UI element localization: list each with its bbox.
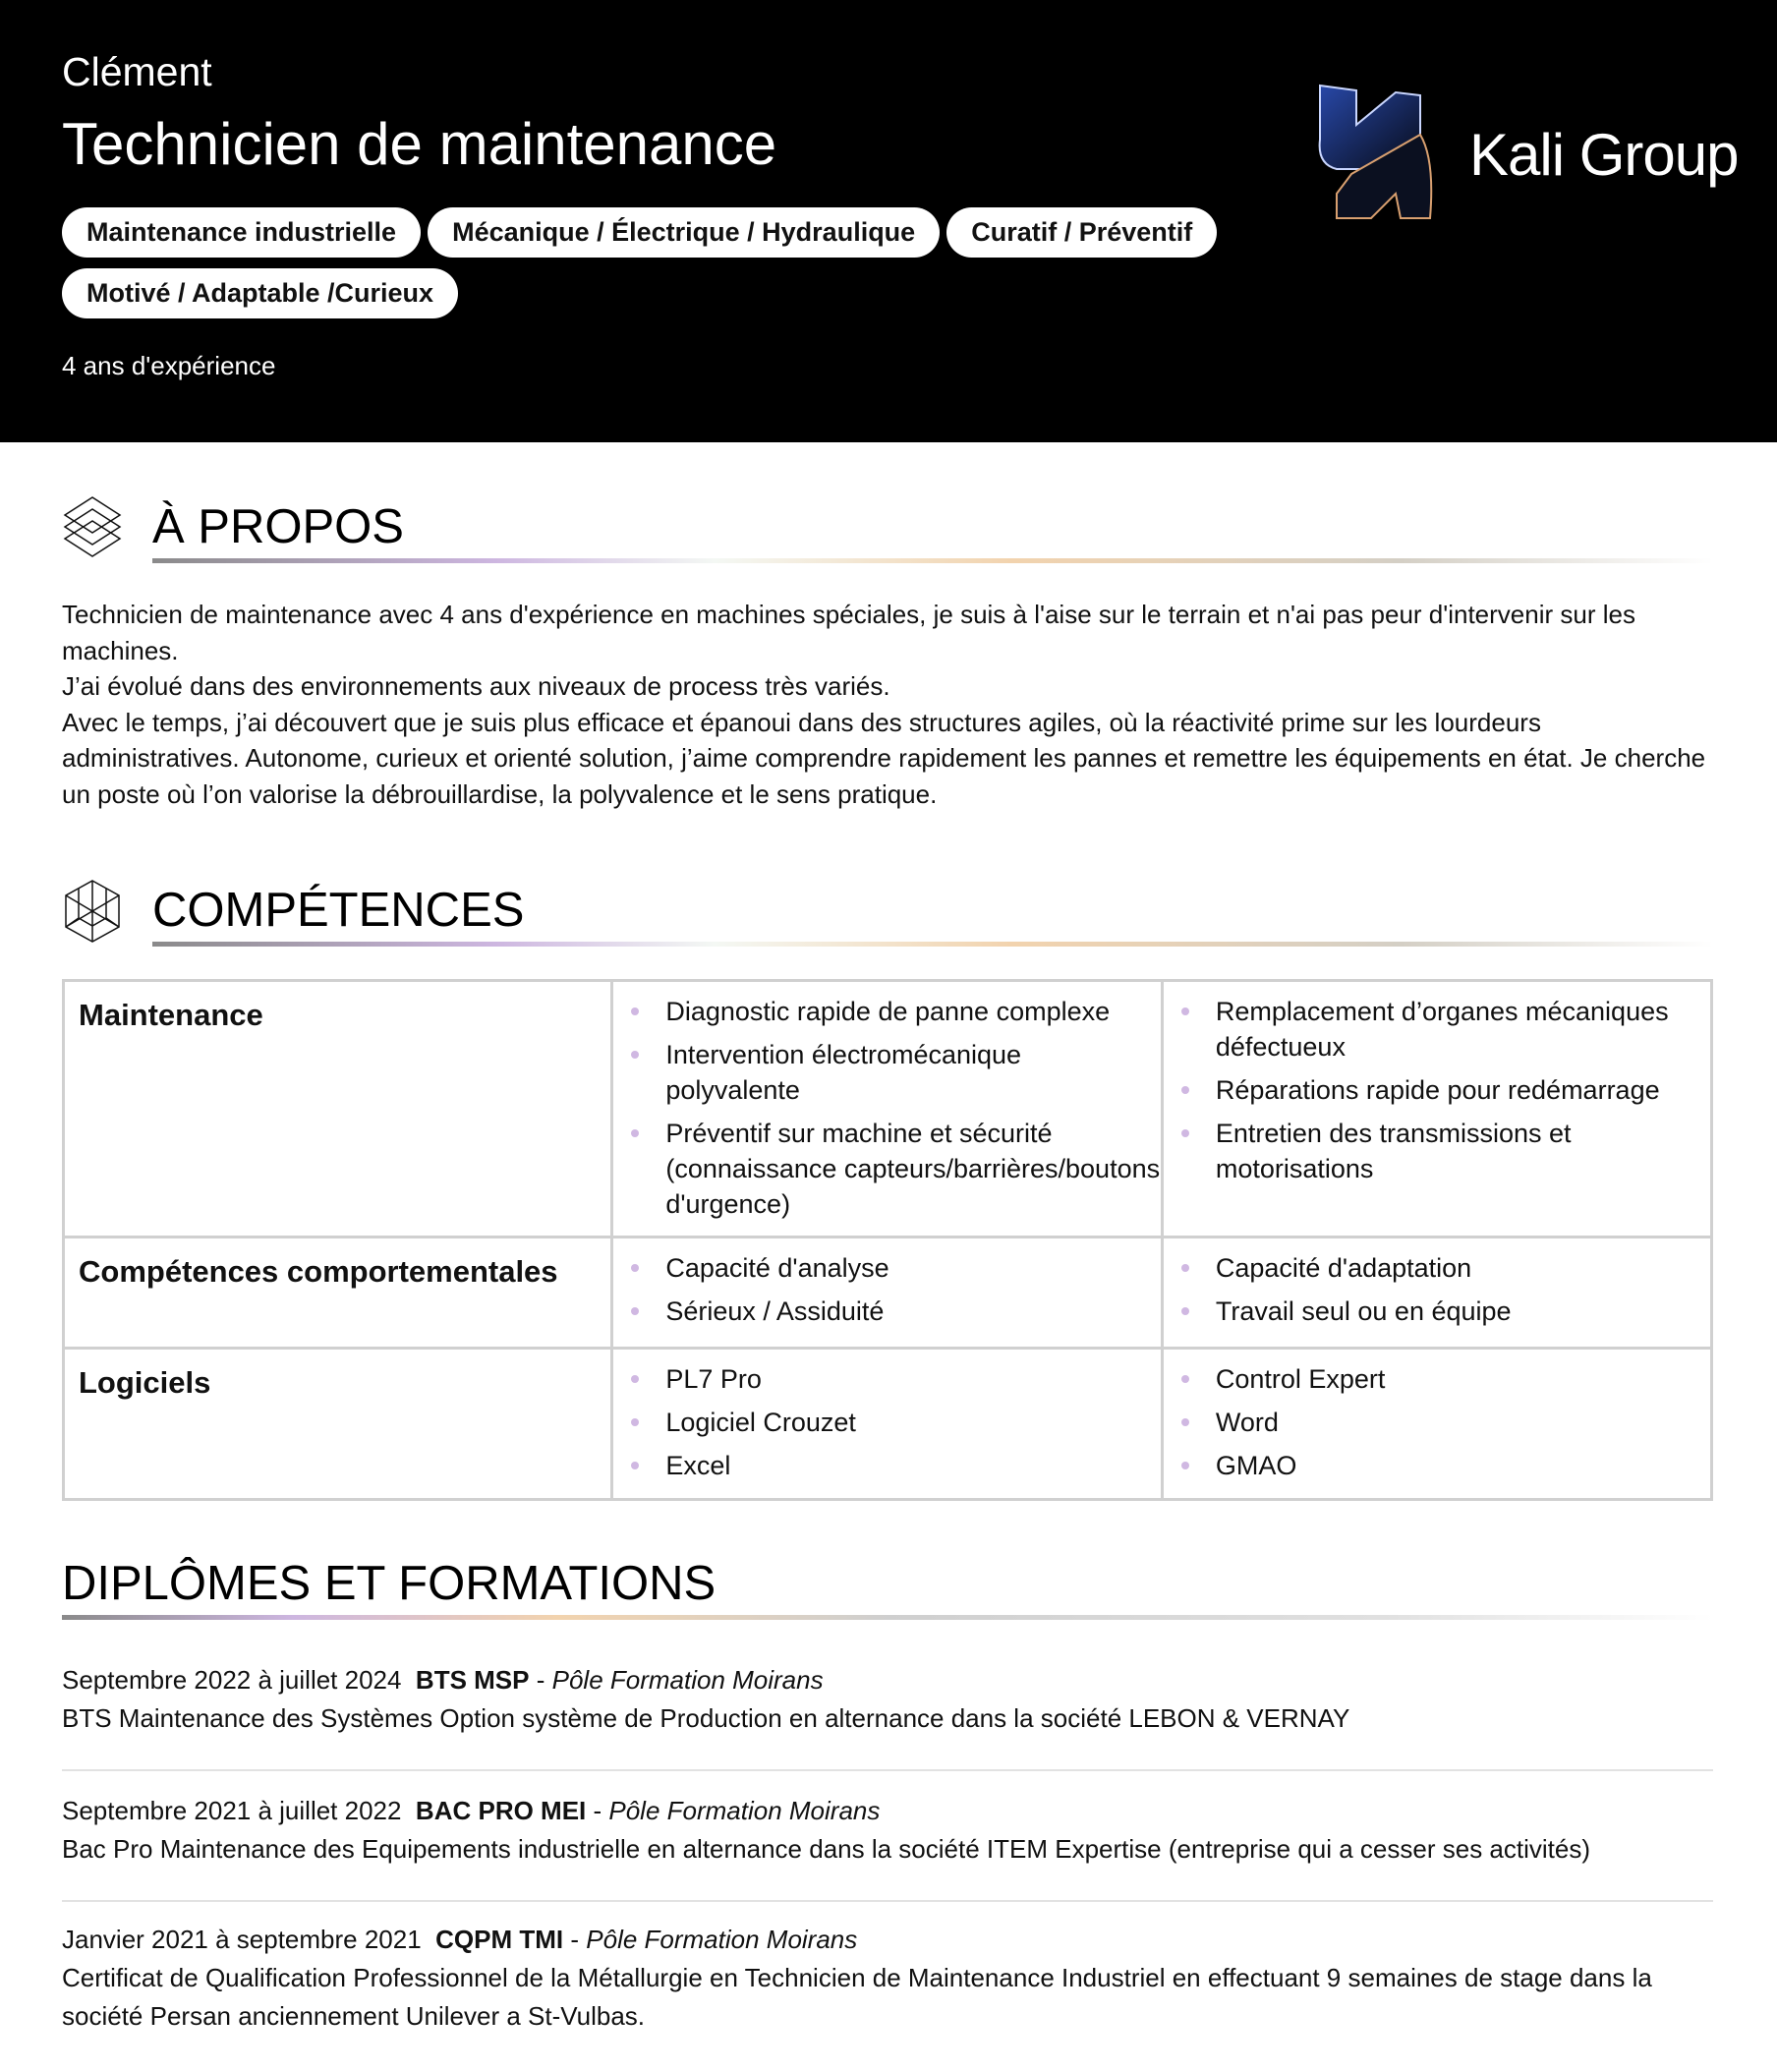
education-item xyxy=(62,1792,1713,1869)
about-paragraph: Technicien de maintenance avec 4 ans d'expérience en machines spéciales, je suis à l'aise sur le terrain et n'ai pas peur d'intervenir sur les machines. xyxy=(62,600,1635,665)
edu-degree: CQPM TMI xyxy=(435,1925,564,1954)
kali-logo-icon xyxy=(1312,81,1440,228)
about-text xyxy=(62,597,1713,813)
separator: - xyxy=(529,1665,552,1695)
tag: Motivé / Adaptable /Curieux xyxy=(62,268,458,318)
about-paragraph: Avec le temps, j’ai découvert que je suis plus efficace et épanoui dans des structures agiles, où la réactivité prime sur les lourdeurs administratives. Autonome, curieux et orienté solution, j’aime comprendre rapidement les pannes et remettre les équipements en état. Je cherche un poste où l’on valorise la débrouillardise, la polyvalence et le sens pratique. xyxy=(62,707,1706,809)
list-item: Word xyxy=(1181,1405,1710,1440)
skills-section-header xyxy=(62,875,1713,944)
edu-description: BTS Maintenance des Systèmes Option système de Production en alternance dans la société LEBON & VERNAY xyxy=(62,1703,1350,1733)
heading-underline xyxy=(62,1615,1713,1620)
list-item: Travail seul ou en équipe xyxy=(1181,1294,1710,1329)
list-item: Préventif sur machine et sécurité (connaissance capteurs/barrières/boutons d'urgence) xyxy=(631,1116,1161,1222)
list-item: GMAO xyxy=(1181,1448,1710,1483)
tag: Curatif / Préventif xyxy=(946,207,1217,258)
edu-degree: BAC PRO MEI xyxy=(415,1796,587,1825)
edu-degree: BTS MSP xyxy=(415,1665,530,1695)
edu-school: Pôle Formation Moirans xyxy=(551,1665,824,1695)
table-row xyxy=(64,1349,1712,1500)
education-section-header xyxy=(62,1548,1713,1617)
education-item xyxy=(62,1921,1713,2036)
tag: Mécanique / Électrique / Hydraulique xyxy=(428,207,940,258)
list-item: PL7 Pro xyxy=(631,1361,1161,1397)
edu-description: Certificat de Qualification Professionnel de la Métallurgie en Technicien de Maintenance Industriel en effectuant 9 semaines de stage dans la société Persan anciennement Unilever a St-Vulbas. xyxy=(62,1963,1652,2031)
list-item: Logiciel Crouzet xyxy=(631,1405,1161,1440)
edu-dates: Janvier 2021 à septembre 2021 xyxy=(62,1925,422,1954)
row-label: Logiciels xyxy=(64,1349,612,1500)
list-item: Capacité d'analyse xyxy=(631,1250,1161,1286)
tag: Maintenance industrielle xyxy=(62,207,421,258)
list-item: Réparations rapide pour redémarrage xyxy=(1181,1072,1710,1108)
edu-dates: Septembre 2022 à juillet 2024 xyxy=(62,1665,402,1695)
job-title: Technicien de maintenance xyxy=(62,111,777,177)
about-paragraph: J’ai évolué dans des environnements aux niveaux de process très variés. xyxy=(62,671,890,702)
heading-underline xyxy=(152,558,1713,563)
skills-table xyxy=(62,979,1713,1501)
about-heading: À PROPOS xyxy=(152,500,404,553)
list-item: Entretien des transmissions et motorisations xyxy=(1181,1116,1710,1186)
edu-description: Bac Pro Maintenance des Equipements industrielle en alternance dans la société ITEM Expertise (entreprise qui a cesser ses activités) xyxy=(62,1834,1590,1864)
company-logo xyxy=(1312,81,1738,228)
edu-school: Pôle Formation Moirans xyxy=(608,1796,881,1825)
table-row xyxy=(64,981,1712,1237)
logo-text: Kali Group xyxy=(1469,121,1739,188)
candidate-name: Clément xyxy=(62,49,212,94)
header xyxy=(0,0,1777,442)
experience: 4 ans d'expérience xyxy=(62,351,276,380)
list-item: Sérieux / Assiduité xyxy=(631,1294,1161,1329)
list-item: Excel xyxy=(631,1448,1161,1483)
divider xyxy=(62,1769,1713,1771)
tag-list xyxy=(62,207,1241,318)
row-label: Maintenance xyxy=(64,981,612,1237)
cube-icon xyxy=(62,879,123,944)
row-label: Compétences comportementales xyxy=(64,1237,612,1349)
about-section-header xyxy=(62,491,1713,560)
list-item: Intervention électromécanique polyvalente xyxy=(631,1037,1161,1108)
list-item: Control Expert xyxy=(1181,1361,1710,1397)
list-item: Diagnostic rapide de panne complexe xyxy=(631,994,1161,1029)
education-heading: DIPLÔMES ET FORMATIONS xyxy=(62,1557,717,1610)
separator: - xyxy=(586,1796,609,1825)
separator: - xyxy=(563,1925,587,1954)
heading-underline xyxy=(152,942,1713,947)
education-item xyxy=(62,1661,1713,1738)
divider xyxy=(62,1900,1713,1902)
layers-icon xyxy=(62,495,123,560)
edu-dates: Septembre 2021 à juillet 2022 xyxy=(62,1796,402,1825)
list-item: Remplacement d’organes mécaniques défectueux xyxy=(1181,994,1710,1065)
list-item: Capacité d'adaptation xyxy=(1181,1250,1710,1286)
skills-heading: COMPÉTENCES xyxy=(152,884,525,937)
table-row xyxy=(64,1237,1712,1349)
edu-school: Pôle Formation Moirans xyxy=(586,1925,858,1954)
